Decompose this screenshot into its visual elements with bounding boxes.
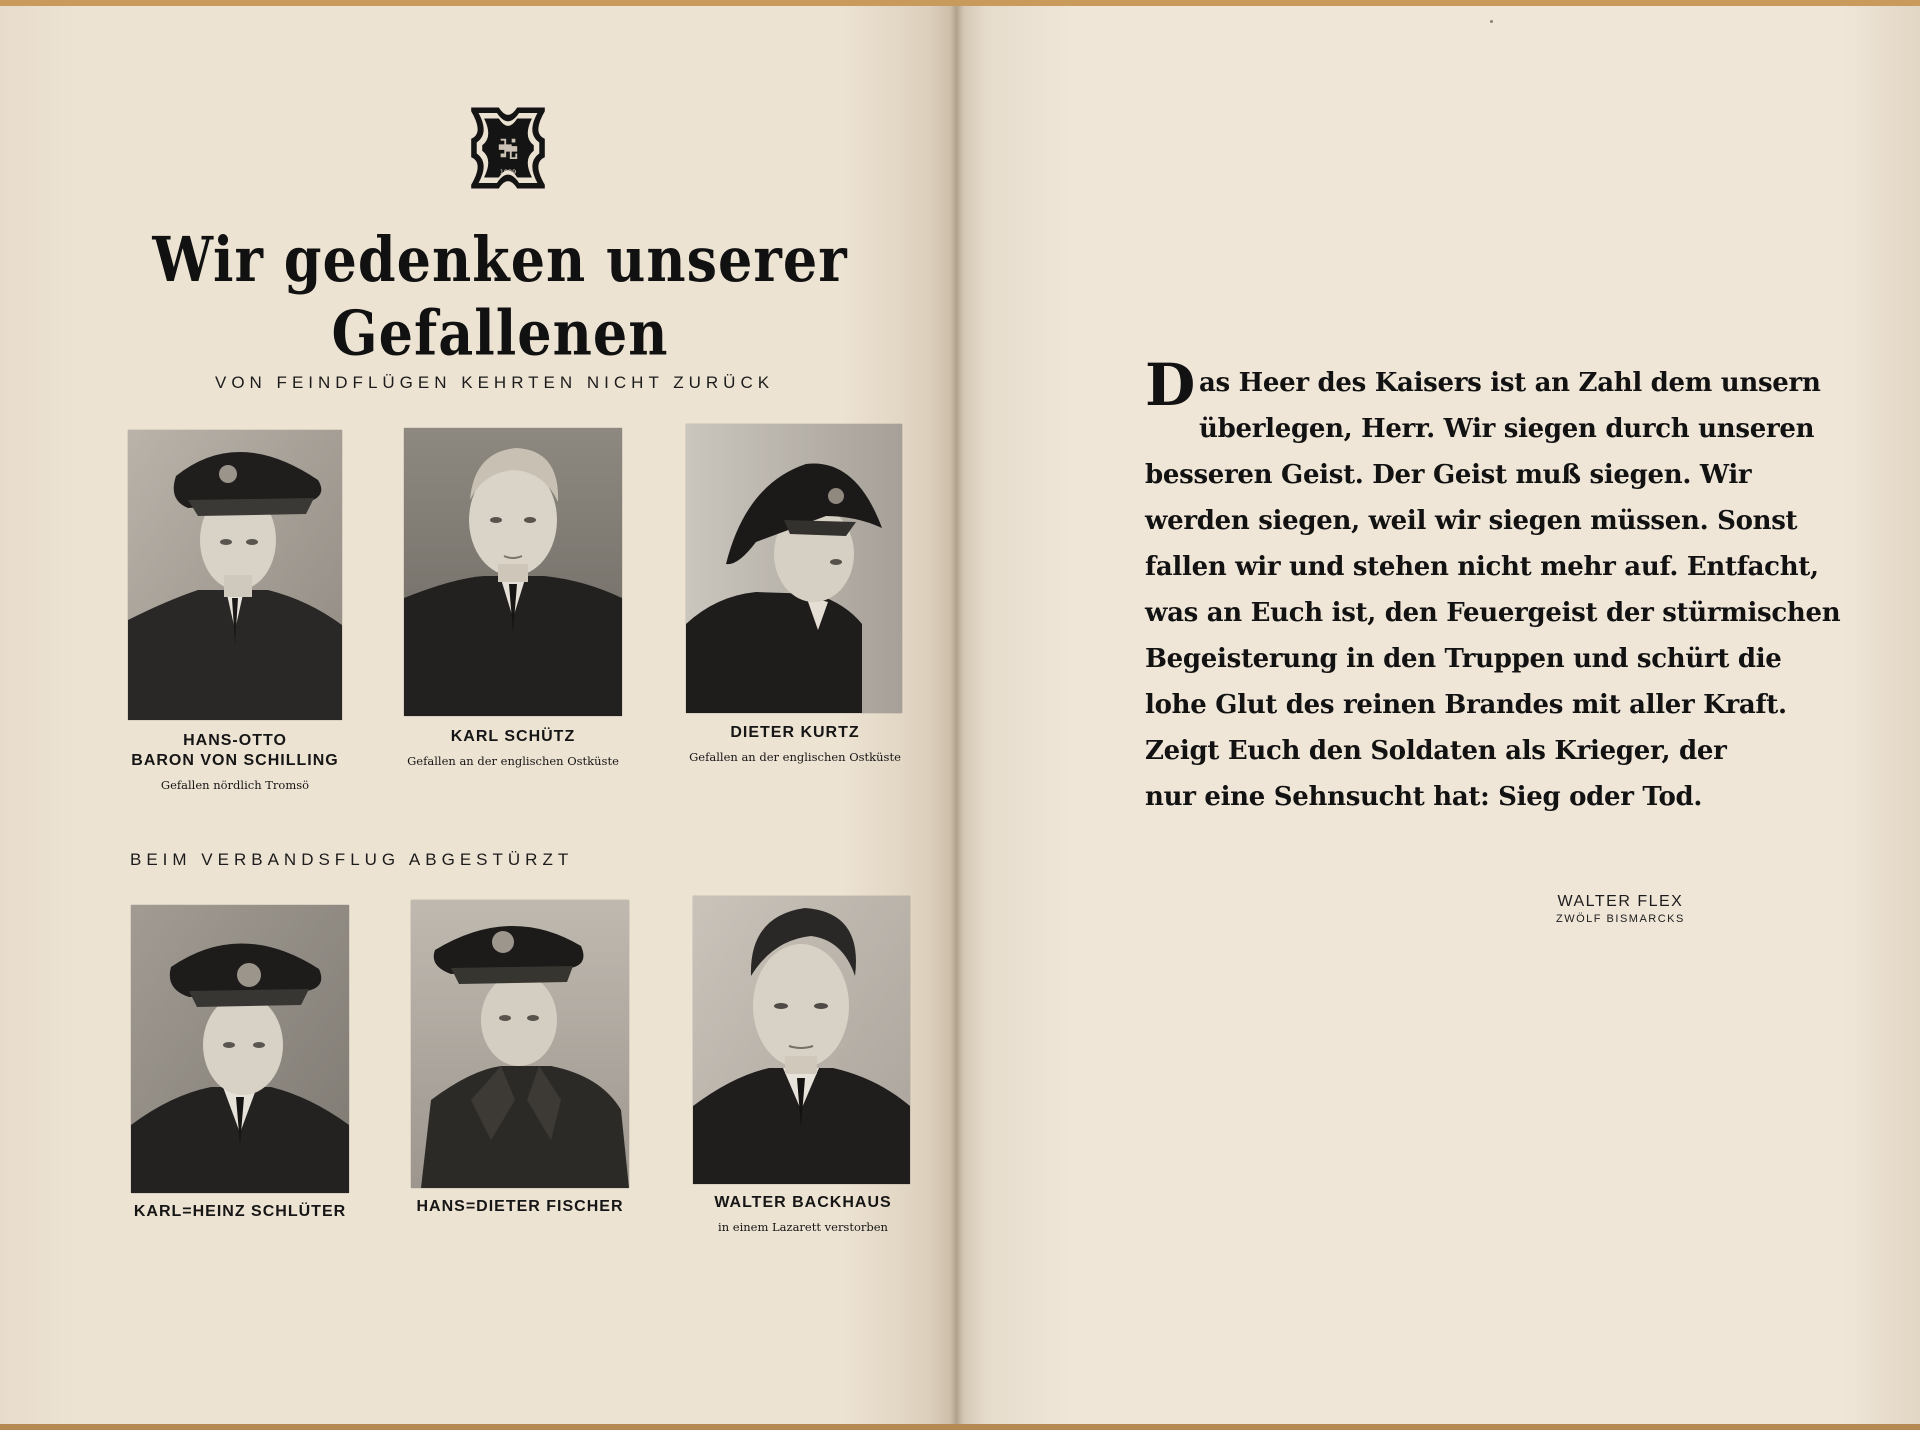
quote-block [1145,351,1841,820]
caption-schilling [108,731,362,793]
quote-line: Zeigt Euch den Soldaten als Krieger, der [1145,736,1727,766]
portrait-photo [686,424,902,713]
quote-line: was an Euch ist, den Feuergeist der stürmischen [1145,598,1841,628]
portrait-photo [128,430,342,720]
caption-fischer [400,1197,640,1217]
portrait-photo [131,905,349,1193]
portrait-photo [404,428,622,716]
person-note: Gefallen an der englischen Ostküste [689,750,901,764]
person-name: KARL SCHÜTZ [450,728,576,745]
person-name-line2: BARON VON SCHILLING [131,752,339,769]
quote-line: Begeisterung in den Truppen und schürt die [1145,644,1782,674]
quote-line: besseren Geist. Der Geist muß siegen. Wir [1145,460,1752,490]
person-name: KARL=HEINZ SCHLÜTER [133,1203,347,1220]
quote-line: nur eine Sehnsucht hat: Sieg oder Tod. [1145,782,1703,812]
quote-line: as Heer des Kaisers ist an Zahl dem unsern [1199,368,1821,398]
quote-attribution [1556,893,1685,925]
section-label-crashed: BEIM VERBANDSFLUG ABGESTÜRZT [130,850,574,869]
portrait-photo [693,896,910,1184]
person-name: DIETER KURTZ [730,724,860,741]
person-name: HANS=DIETER FISCHER [416,1198,624,1215]
book-gutter [950,6,964,1424]
paper-speck [1490,20,1493,23]
quote-line: fallen wir und stehen nicht mehr auf. Entfacht, [1145,552,1819,582]
caption-schlueter [110,1202,370,1222]
source-title: ZWÖLF BISMARCKS [1556,913,1685,925]
quote-line: überlegen, Herr. Wir siegen durch unseren [1199,414,1815,444]
svg-text:1939: 1939 [499,167,517,176]
page-heading: Wir gedenken unserer Gefallenen [152,222,848,370]
person-note: Gefallen nördlich Tromsö [160,778,310,792]
quote-line: werden siegen, weil wir siegen müssen. Sonst [1145,506,1798,536]
drop-cap: D [1145,351,1195,419]
author-name: WALTER FLEX [1557,893,1684,910]
person-name: HANS-OTTO [183,732,287,749]
caption-schuetz [388,727,638,769]
portrait-photo [411,900,629,1188]
person-note: in einem Lazarett verstorben [718,1220,888,1234]
quote-line: lohe Glut des reinen Brandes mit aller Kraft. [1145,690,1787,720]
caption-kurtz [670,723,920,765]
iron-cross-icon [462,102,554,194]
section-label-missing: VON FEINDFLÜGEN KEHRTEN NICHT ZURÜCK [215,373,775,392]
caption-backhaus [680,1193,926,1235]
person-note: Gefallen an der englischen Ostküste [407,754,619,768]
person-name: WALTER BACKHAUS [714,1194,892,1211]
